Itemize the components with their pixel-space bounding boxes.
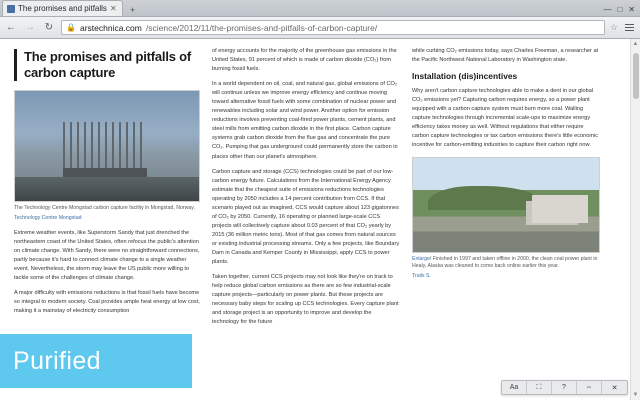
figure-healy-caption-text: / Finished in 1997 and taken offline in 2000, the clean coal power plant in Healy, Alaska was cleaned to come back online earlier this year. bbox=[412, 255, 598, 270]
paragraph: Extreme weather events, like Superstorm Sandy that just drenched the northeastern coast of the United States, often refocus the public's attention on climate change. With Sandy, there were no straightforward connections, partly because it's hard to connect climate change to a single weather event. Nevertheless, the storm may leave the US public more willing to tackle some of the challenges of climate change. bbox=[14, 229, 200, 282]
purified-overlay-text: Purified bbox=[13, 346, 101, 375]
article-column-3 bbox=[412, 47, 600, 400]
scroll-down-icon[interactable]: ▼ bbox=[632, 392, 639, 398]
font-size-button[interactable]: Aa bbox=[502, 381, 527, 394]
window-close-icon[interactable]: ✕ bbox=[628, 5, 635, 14]
url-host: arstechnica.com bbox=[79, 22, 142, 33]
paragraph: Why aren't carbon capture technologies able to make a dent in our global CO₂ emissions yet? Capturing carbon requires energy, so a power plant equipped with a carbon capture system must burn more coal. Walling capture technologies through incremental scale-ups to maximize energy efficiency takes money as well. Without regulations that either require carbon capture technologies or tax carbon emissions there's little economic incentive for carbon-emitting industries to capture their carbon right now. bbox=[412, 88, 599, 149]
help-icon[interactable]: ? bbox=[552, 381, 577, 394]
figure-healy-photo bbox=[412, 157, 600, 253]
tab-strip bbox=[0, 0, 640, 17]
minimize-icon[interactable]: — bbox=[603, 5, 612, 14]
page-viewport bbox=[0, 39, 640, 400]
window-controls bbox=[603, 6, 640, 16]
paragraph: of energy accounts for the majority of the greenhouse gas emissions in the United States, 91 percent of which is made of carbon dioxide (CO₂) from burning fossil fuels. bbox=[212, 48, 397, 73]
scroll-up-icon[interactable]: ▲ bbox=[632, 41, 639, 47]
tab-title: The promises and pitfalls bbox=[18, 4, 107, 13]
back-icon[interactable]: ← bbox=[6, 22, 16, 33]
reader-close-icon[interactable]: ✕ bbox=[611, 384, 618, 392]
article-column-2 bbox=[212, 47, 400, 400]
tab-the-promises-and-pitfalls[interactable] bbox=[2, 0, 123, 16]
figure-mongstad-credit[interactable]: Technology Centre Mongstad bbox=[14, 214, 82, 221]
lock-icon: 🔒 bbox=[66, 23, 76, 32]
maximize-icon[interactable]: □ bbox=[617, 5, 623, 14]
paragraph: In a world dependent on oil, coal, and natural gas, global emissions of CO₂ will continue unless we improve energy efficiency and continue moving toward alternative fossil fuels with some combination of nuclear power and renewables including solar and wind power. Another option for emission reductions involves preventing coal-fired power plants, cement plants, and steel mills from emitting carbon dioxide in the first place. Carbon capture systems grab carbon dioxide from the flue gas and concentrate the pure CO₂. Pumping that gas underground could permanently store the carbon in places other than our planet's atmosphere. bbox=[212, 81, 398, 160]
paragraph: A major difficulty with emissions reductions is that fossil fuels have become so integral to modern society. Coal provides ample heat energy at low cost, making it a mainstay of electricity consumption bbox=[14, 290, 200, 315]
scrollbar-thumb[interactable] bbox=[633, 53, 639, 99]
forward-icon[interactable]: → bbox=[25, 22, 35, 33]
page-scrollbar[interactable] bbox=[630, 39, 640, 400]
reader-toolbar bbox=[501, 380, 628, 395]
section-heading: Installation (dis)incentives bbox=[412, 71, 518, 82]
paragraph: while curbing CO₂ emissions today, says Charles Freeman, a researcher at the Pacific Northwest National Laboratory in Washington state. bbox=[412, 48, 599, 64]
purified-overlay-banner bbox=[0, 334, 192, 388]
fullscreen-icon[interactable]: ⛶ bbox=[527, 381, 552, 394]
new-tab-button[interactable]: + bbox=[130, 4, 136, 15]
paragraph: Carbon capture and storage (CCS) technologies could be part of our low-carbon energy future. Calculations from the International Energy Agency estimate that the cheapest suite of emissions reductions technologies operating by 2050 includes a 14 percent contribution from CCS. If that scenario played out as imagined, CCS would capture about 123 gigatonnes of CO₂ by 2050. Currently, 16 operating or planned large-scale CCS projects will collectively capture about 0.03 percent of that CO₂ yearly by 2015 (36 million metric tons). Most of that gas comes from natural sources or existing industrial processing streams. Only a few projects, like Boundary Dam in Canada and Kemper County in Mississippi, apply CCS to power plants. bbox=[212, 168, 400, 266]
enlarge-link[interactable]: Enlarge bbox=[412, 255, 430, 262]
expand-icon[interactable]: ⇔ bbox=[577, 381, 602, 394]
browser-menu-icon[interactable] bbox=[623, 24, 636, 31]
figure-healy-caption bbox=[412, 256, 600, 272]
page-title: The promises and pitfalls of carbon capture bbox=[14, 49, 200, 81]
site-favicon-icon bbox=[7, 5, 15, 13]
figure-mongstad-caption: The Technology Centre Mongstad carbon capture facility in Mongstad, Norway. bbox=[14, 204, 195, 211]
paragraph: Taken together, current CCS projects may not look like they're on track to help reduce global carbon emissions as there are so few industrial-scale capture projects—particularly on power plants. But these projects are necessary baby steps for scaling up CCS technologies. Every capture plant and storage project is an opportunity to improve and develop the technology for the future bbox=[212, 274, 399, 326]
close-icon[interactable]: ✕ bbox=[109, 3, 117, 13]
figure-mongstad-photo bbox=[14, 90, 200, 202]
bookmark-star-icon[interactable]: ☆ bbox=[609, 22, 618, 32]
browser-toolbar bbox=[0, 17, 640, 39]
url-path: /science/2012/11/the-promises-and-pitfalls-of-carbon-capture/ bbox=[145, 22, 378, 33]
reload-icon[interactable]: ↻ bbox=[44, 22, 54, 33]
figure-healy-credit[interactable]: Trails S. bbox=[412, 273, 431, 280]
address-bar[interactable] bbox=[61, 20, 605, 35]
